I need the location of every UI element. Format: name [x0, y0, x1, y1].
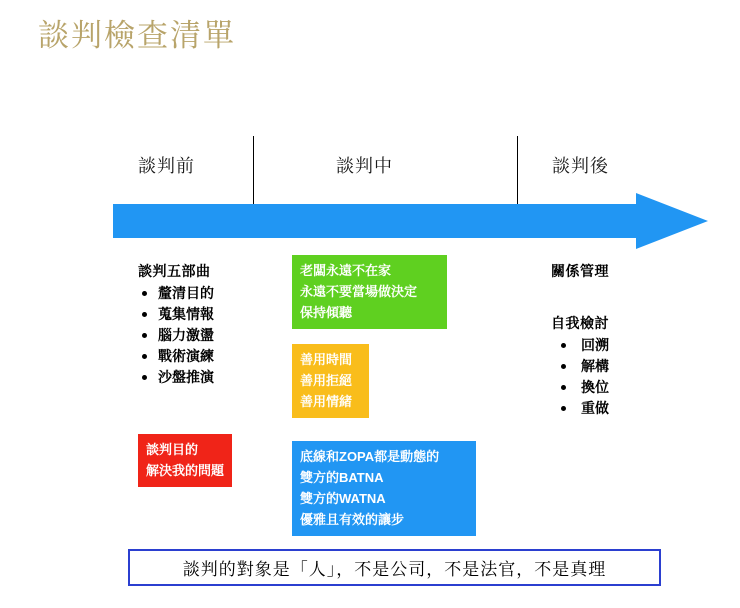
bottom-banner: [128, 549, 661, 586]
red-callout-box: [138, 434, 232, 487]
timeline-arrow: [113, 193, 708, 249]
right-column-bullets: [551, 335, 609, 419]
red-box-line: 談判目的: [146, 442, 199, 457]
green-box-line: 保持傾聽: [300, 305, 353, 320]
right-column-heading-relationship: 關係管理: [551, 263, 609, 279]
green-box-line: 老闆永遠不在家: [300, 263, 392, 278]
green-callout-box: [292, 255, 447, 329]
list-item: 釐清目的: [138, 283, 214, 304]
list-item: 腦力激盪: [138, 325, 214, 346]
page-title: 談判檢查清單: [38, 18, 236, 53]
list-item: 戰術演練: [138, 346, 214, 367]
orange-box-line: 善用拒絕: [300, 373, 353, 388]
blue-callout-box: [292, 441, 476, 536]
left-column-heading: 談判五部曲: [138, 263, 211, 279]
list-item: 換位: [551, 377, 609, 398]
blue-box-line: 底線和ZOPA都是動態的: [300, 449, 440, 464]
bottom-banner-text: 談判的對象是「人」，不是公司，不是法官，不是真理: [182, 560, 607, 579]
list-item: 蒐集情報: [138, 304, 214, 325]
phase-label-before: 談判前: [138, 156, 195, 176]
blue-box-line: 優雅且有效的讓步: [300, 512, 405, 527]
orange-box-line: 善用時間: [300, 352, 353, 367]
blue-box-line: 雙方的WATNA: [300, 491, 386, 506]
red-box-line: 解決我的問題: [146, 463, 225, 478]
left-column-bullets: [138, 283, 214, 388]
list-item: 回溯: [551, 335, 609, 356]
green-box-line: 永遠不要當場做決定: [300, 284, 418, 299]
list-item: 重做: [551, 398, 609, 419]
orange-box-line: 善用情緒: [300, 394, 353, 409]
phase-label-during: 談判中: [336, 156, 393, 176]
right-column-heading-review: 自我檢討: [551, 315, 609, 331]
blue-box-line: 雙方的BATNA: [300, 470, 384, 485]
list-item: 沙盤推演: [138, 367, 214, 388]
phase-label-after: 談判後: [552, 156, 609, 176]
orange-callout-box: [292, 344, 369, 418]
list-item: 解構: [551, 356, 609, 377]
